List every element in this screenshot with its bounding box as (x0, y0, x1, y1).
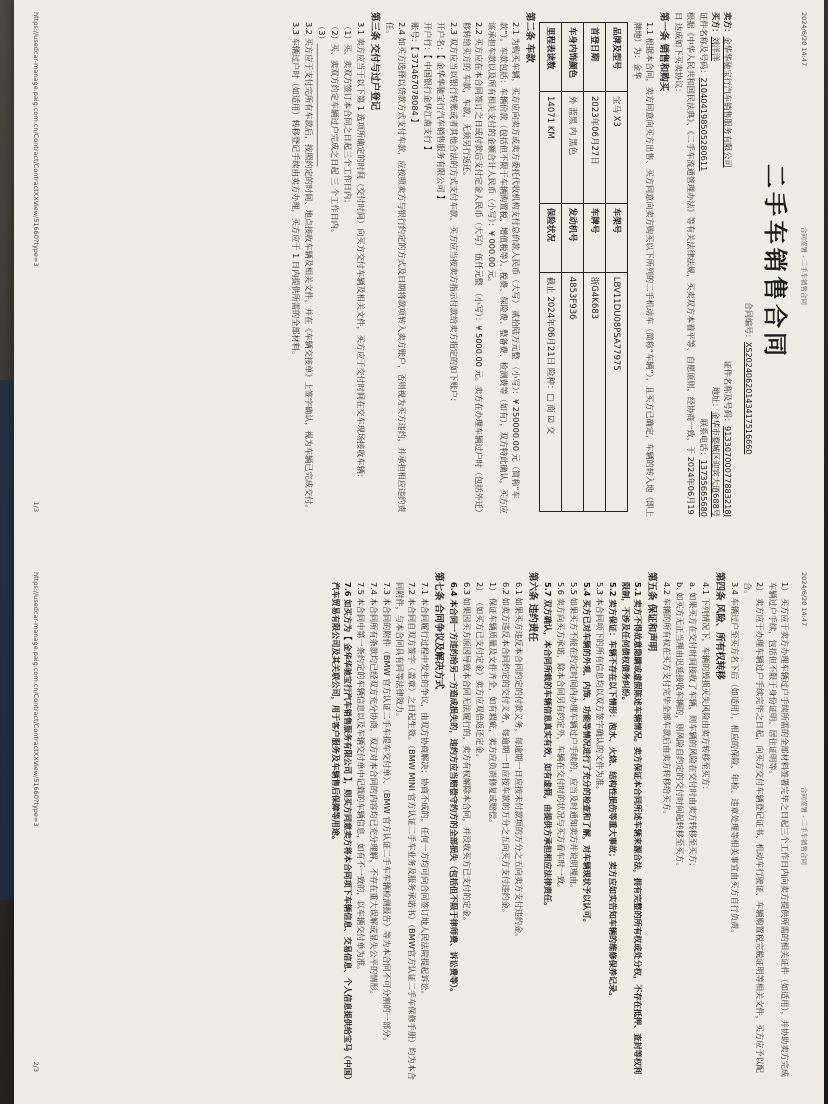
vehicle-field-value: 浙G4K683 (584, 272, 606, 511)
article-6-heading: 第六条 违约责任 (527, 572, 538, 642)
article-4-heading: 第四条 风险、所有权转移 (714, 572, 725, 680)
vehicle-field-label: 车身内饰颜色 (562, 23, 584, 92)
article-2-4: 2.4 如买方选择以贷款方式支付车款，应按照卖方与银行约定的方式及日期将款项转入卖方账户，否则视为买方违约，并承担相应违约责任。 (385, 22, 407, 513)
vehicle-table-row (606, 23, 628, 512)
article-3-4: 3.4 车辆过户至买方名下后（如适用），相应的保险、年检、违章处理等相关事宜由买方自行负责。 (730, 582, 740, 938)
article-3-3: 3.3 车辆过户时（如适用）转移登记手续由卖方办理，买方应于 1 日内提供所需的全部材料。 (291, 22, 301, 360)
article-7-2: 7.2 本合同自双方签字（盖章）之日起生效。（BMW MINI 官方认证二手车业务及服务承诺书）（BMW官方认证二手车保修手册）均为本合同附件，与本合同具有同等法律效力。 (395, 582, 417, 1080)
vehicle-field-value: LBV11DU08PSA77975 (606, 272, 628, 511)
article-5-1: 5.1 卖方不得故意隐瞒或虚假陈述车辆情况。卖方保证本合同所述车辆来源合法，拥有完整的所有权或处分权，不存在抵押、查封等权利限制，不涉及任何债权债务纠纷。 (621, 582, 643, 1075)
print-header: 合同签署 - 二手车销售合同 (800, 227, 808, 305)
print-timestamp: 2024/6/20 14:47 (800, 572, 808, 627)
vehicle-field-label: 发动机号 (562, 203, 584, 272)
contract-page-1 (26, 2, 816, 522)
vehicle-field-label: 车牌号 (584, 203, 606, 272)
article-3-2: 3.2 买方应于支付完所有车款后，按照约定的时间、地点接收车辆及相关文件，并在《车辆交接单》上签字确认，视为车辆已完成交付。 (304, 22, 314, 513)
print-header: 合同签署 - 二手车销售合同 (800, 787, 808, 865)
article-3-1-option-2: （2）买、卖双方约定车辆过户完成之日起 三 个工作日内。 (330, 22, 340, 238)
vehicle-field-label: 里程表读数 (540, 23, 562, 92)
contract-body (289, 12, 734, 517)
article-3-1-option-3: （3）______________________________ (317, 22, 327, 167)
article-2-1: 2.1 为购买车辆，买方应向卖方或卖方委托代收机构支付总价款人民币（大写） 贰拾陆万元整 （小写）：¥ 250000.00 元（简称“车款”）。车款包括：车辆价款（包括但不限于车辆购置税、增值税等）、税费、保险费、整备费、检测费等（如有），双方特此确认，买方应该承担车款以及所有相关支付的金额合计人民币（小写）：¥ 000.00 元。 (487, 22, 521, 514)
article-3-1: 3.1 卖方应当于以下第 1 选项所确定的时间（交付时间）向买方交付车辆及相关文件，买方应于交付时间在交车现场接收车辆： (356, 22, 366, 482)
article-6-2-2: 2） （如买方已支付定金）卖方应双倍返还定金。 (475, 582, 485, 762)
article-4-1: 4.1 下列情况下，车辆的毁损灭失风险由卖方转移至买方： (701, 582, 711, 795)
article-5-7: 5.7 双方确认，本合同所载的车辆信息真实有效，如有虚假，由提供方承担相应法律责任。 (543, 582, 553, 911)
vehicle-table-row (540, 23, 562, 512)
article-7-1: 7.1 本合同履行过程中发生的争议，由双方协商解决；协商不成的，任何一方均可向合同签订地人民法院提起诉讼。 (420, 582, 430, 999)
article-6-2: 6.2 如卖方违反本合同约定的交付义务，每逾期一日应按车款的万分之五向买方支付违约金。 (501, 582, 511, 917)
clause-3-3-2: 2） 卖方应于办理车辆过户手续完毕之日起，向买方交付车辆登记证书、机动车行驶证、车辆购置税完税证明等相关文件，买方应予以配合。 (743, 582, 765, 1073)
article-5-2: 5.2 卖方保证：车辆不存在以下情形：泡水、火烧、结构性损伤等重大事故；卖方应如实告知车辆的维修保养记录。 (608, 582, 618, 1001)
contract-number: 合同编号：XS20240620143417516660 (744, 302, 753, 455)
account-bank: 开户行：【 中国银行金华江南支行 】 (423, 22, 433, 155)
article-5-heading: 第五条 保证和声明 (646, 572, 657, 652)
vehicle-field-label: 首登日期 (584, 23, 606, 92)
vehicle-field-value: 宝马 X3 (606, 92, 628, 204)
print-timestamp: 2024/6/20 14:47 (800, 12, 808, 67)
article-3-1-option-1: （1）买、卖双方签订本合同之日起三个工作日内； (343, 22, 353, 208)
intro-paragraph: 根据《中华人民共和国民法典》、《二手车流通管理办法》等有关法律法规，买卖双方本着平等、自愿原则，经协商一致，于 2024年06月19日 达成如下买卖协议： (674, 12, 696, 515)
article-1-1: 1.1 根据本合同，卖方同意向买方出售、买方同意向卖方购买以下所列的二手机动车（简称“车辆”），且买方已确定，车辆的转入地（即上牌地）为：金华 (633, 22, 655, 517)
vehicle-field-label: 品牌及型号 (606, 23, 628, 92)
account-name: 开户名：【 金华华驰宝行汽车销售服务有限公司 】 (436, 22, 446, 204)
article-5-3: 5.3 本合同项下的所有信息均以双方签字确认的文件为准。 (595, 582, 605, 795)
article-4-1-b: b. 如买方无正当理由迟延接收车辆的，则风险自约定的交付时间起转移至买方。 (675, 582, 685, 871)
article-6-2-1: 1） 保证车辆质量及文件齐全，如有瑕疵，卖方应负责修复或赔偿。 (488, 582, 498, 828)
rotated-document (26, 2, 816, 1092)
article-5-4: 5.4 买方已对车辆的外观、内饰、功能等情况进行了充分的检查和了解，对车辆现状予以认可。 (582, 582, 592, 927)
vehicle-info-table (539, 22, 628, 512)
article-4-2: 4.2 车辆的所有权在买方支付完毕全部车款后由卖方转移给买方。 (662, 582, 672, 819)
article-7-heading: 第七条 合同争议及解决方式 (433, 572, 444, 690)
vehicle-field-value: 外 蓝黑 内 黑色 (562, 92, 584, 204)
vehicle-table-row (562, 23, 584, 512)
contract-title: 二手车销售合同 (761, 164, 789, 360)
article-5-6: 5.6 卖方向买方承诺，除本合同另有约定外，车辆在交付时的状况与买方看车时一致。 (556, 582, 566, 893)
article-6-1: 6.1 如果买方违反本合同约定的付款义务，每逾期一日应按未付款项的万分之五向卖方支付违约金。 (514, 582, 524, 942)
vehicle-field-value: 4853F936 (562, 272, 584, 511)
article-2-2: 2.2 买方应在本合同签订之日或付款后支付定金人民币（大写） 伍仟元整 （小写）：¥ 5000.00 元。卖方在办理车辆过户时（包括外迁）移转给买方的 车款，车款，无须另行返还。 (462, 22, 484, 517)
clause-3-3-1: 1） 买方应于卖方办理车辆过户手续所需的全部材料签署完毕之日起三个工作日内向卖方提供所需的相关证件（如适用），并协助卖方完成车辆过户手续，包括但不限于身份证明、居住证明等。 (768, 582, 790, 1077)
buyer-id-row: 证件名称及号码：210404198505280611 联系电话：13735665680 (699, 12, 709, 517)
page-url[interactable]: https://usedcar-manage.paig.com.cn/Contract/ContractXXView/51660?type=3 (32, 12, 40, 267)
vehicle-table-row (584, 23, 606, 512)
article-6-3: 6.3 如果因买方原因导致本合同无法履行的，卖方有权解除本合同，并没收买方已支付的定金。 (462, 582, 472, 926)
buyer-row: 买方：刘洋洋 地址：金华市婺城区迎宾大道688号 (711, 12, 721, 517)
vehicle-field-value: 14071 KM (540, 92, 562, 204)
article-2-3: 2.3 双方应当以银行转账或者其他合法的方式支付车款，买方应当按卖方指示付款给卖方指定的如下账户： (449, 22, 459, 407)
vehicle-field-label: 车架号 (606, 203, 628, 272)
account-number: 账号：【 371467078084 】 (410, 22, 420, 127)
article-4-1-a: a. 如果买方在交付时间接收了车辆，则车辆的风险在交付时由卖方转移至买方； (688, 582, 698, 871)
article-7-4: 7.4 本合同所有条款均已经双方充分协商，双方对本合同的内容均已充分理解，不存在重大误解或显失公平的情形。 (369, 582, 379, 999)
vehicle-field-value: 2023年06月27日 (584, 92, 606, 204)
article-7-5: 7.5 本合同中第一条约定的车辆信息以及车辆交付单中记载的车辆信息，如有不一致的，以车辆交付单为准。 (356, 582, 366, 975)
seller-row: 卖方：金华华驰宝行汽车销售服务有限公司 证件名称及号码：91330700077883218J (723, 12, 733, 517)
article-7-3: 7.3 本合同的附件（BMW 官方认证二手车提车交付单）、（BMW 官方认证二手车车辆检测报告）等为本合同不可分割的一部分。 (382, 582, 392, 1046)
page-number: 2/3 (32, 1061, 40, 1072)
page-url[interactable]: https://usedcar-manage.paig.com.cn/Contract/ContractXXView/51660?type=3 (32, 572, 40, 827)
contract-page-2 (26, 562, 816, 1082)
vehicle-field-value: 截止 2024年06月21日 险种：□ 商 ☑ 交 (540, 272, 562, 511)
article-1-heading: 第一条 销售和购买 (658, 12, 669, 92)
article-7-6: 7.6 如买方为【 金华华驰宝行汽车销售服务有限公司 】，则买方同意卖方将本合同项下车辆信息、交易信息、个人信息提供给宝马（中国）汽车贸易有限公司及其关联公司，用于客户服务及车辆售后保障等用途。 (331, 582, 353, 1080)
paper-sheet (14, 0, 824, 1104)
vehicle-field-label: 保险状况 (540, 203, 562, 272)
article-6-4: 6.4 本合同一方违约给另一方造成损失的，违约方应当赔偿守约方的全部损失（包括但不限于律师费、诉讼费等）。 (449, 582, 459, 997)
article-3-heading: 第三条 交付与过户登记 (369, 12, 380, 111)
contract-body (329, 572, 792, 1082)
page-number: 1/3 (32, 501, 40, 512)
article-5-5: 5.5 如果买方不能在约定时间内办理车辆过户手续的，应当及时通知卖方并说明理由。 (569, 582, 579, 893)
article-2-heading: 第二条 车款 (524, 12, 535, 63)
